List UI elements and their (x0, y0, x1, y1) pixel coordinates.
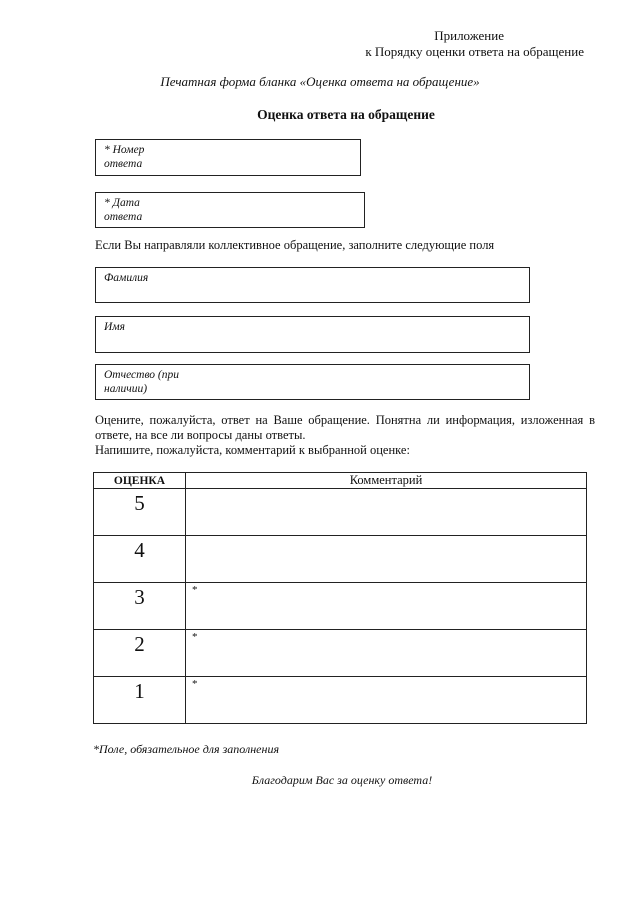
answer-date-field[interactable] (95, 192, 365, 228)
thanks-message: Благодарим Вас за оценку ответа! (251, 773, 433, 787)
comment-column-header: Комментарий (186, 473, 587, 489)
comment-input-cell[interactable] (186, 489, 587, 536)
appendix-line-1: Приложение (434, 28, 504, 43)
instructions-line-1: Оцените, пожалуйста, ответ на Ваше обращение. Понятна ли информация, изложенная в ответе, на все ли вопросы даны ответы. (95, 413, 595, 442)
grade-value[interactable]: 3 (94, 583, 186, 630)
grade-value[interactable]: 4 (94, 536, 186, 583)
patronymic-label: Отчество (при наличии) (104, 369, 180, 395)
table-row (94, 677, 587, 724)
answer-number-label: * Номер ответа (104, 144, 145, 170)
table-row (94, 583, 587, 630)
patronymic-field[interactable] (95, 364, 530, 400)
required-field-footnote: *Поле, обязательное для заполнения (93, 742, 280, 756)
table-header-row (94, 473, 587, 489)
collective-appeal-note: Если Вы направляли коллективное обращение, заполните следующие поля (95, 238, 495, 252)
grade-value[interactable]: 1 (94, 677, 186, 724)
comment-input-cell[interactable] (186, 536, 587, 583)
answer-number-field[interactable] (95, 139, 361, 176)
appendix-note (330, 28, 584, 60)
rating-table (93, 472, 587, 724)
comment-input-cell[interactable]: * (186, 630, 587, 677)
grade-column-header: ОЦЕНКА (94, 473, 186, 489)
last-name-label: Фамилия (104, 272, 149, 284)
instructions-line-2: Напишите, пожалуйста, комментарий к выбранной оценке: (95, 443, 410, 457)
answer-date-label: * Дата ответа (104, 197, 143, 223)
first-name-label: Имя (104, 321, 125, 333)
grade-value[interactable]: 5 (94, 489, 186, 536)
table-row (94, 630, 587, 677)
comment-input-cell[interactable]: * (186, 583, 587, 630)
rating-instructions (95, 413, 595, 458)
page-title: Оценка ответа на обращение (257, 107, 435, 122)
first-name-field[interactable] (95, 316, 530, 353)
last-name-field[interactable] (95, 267, 530, 303)
form-subtitle: Печатная форма бланка «Оценка ответа на обращение» (160, 74, 480, 89)
comment-input-cell[interactable]: * (186, 677, 587, 724)
table-row (94, 536, 587, 583)
grade-value[interactable]: 2 (94, 630, 186, 677)
appendix-line-2: к Порядку оценки ответа на обращение (365, 44, 584, 59)
table-row (94, 489, 587, 536)
